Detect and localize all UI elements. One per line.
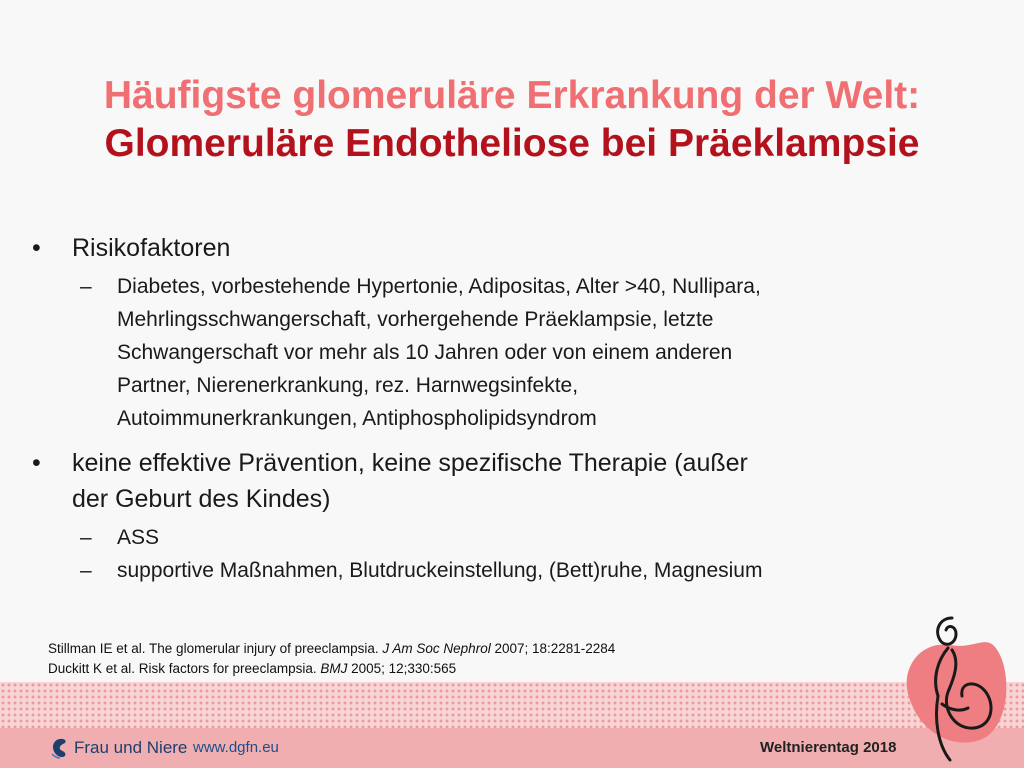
- risk-line-3: Schwangerschaft vor mehr als 10 Jahren oder von einem anderen: [117, 341, 733, 364]
- title-line-2: Glomeruläre Endotheliose bei Präeklampsie: [104, 122, 920, 165]
- title-line-1: Häufigste glomeruläre Erkrankung der Welt:: [103, 74, 921, 117]
- references: [48, 639, 615, 679]
- bullet-risk-factors: [32, 230, 952, 266]
- logo-text: Frau und Niere: [74, 738, 188, 757]
- bullet-label: Risikofaktoren: [72, 234, 231, 262]
- sub-bullet-text: ASS: [117, 526, 160, 549]
- pregnant-woman-illustration: [890, 600, 1024, 768]
- risk-line-4: Partner, Nierenerkrankung, rez. Harnwegsinfekte,: [117, 374, 579, 397]
- slide-content: [32, 230, 952, 587]
- sub-bullet-supportive: [32, 554, 952, 587]
- event-label: Weltnierentag 2018: [760, 739, 897, 756]
- dash-marker: –: [80, 526, 92, 549]
- footer-logo[interactable]: [48, 737, 187, 759]
- reference-1: Stillman IE et al. The glomerular injury of preeclampsia. J Am Soc Nephrol 2007; 18:2281-2284: [48, 641, 616, 656]
- website-link[interactable]: www.dgfn.eu: [193, 739, 279, 756]
- risk-line-2: Mehrlingsschwangerschaft, vorhergehende Präeklampsie, letzte: [117, 308, 714, 331]
- sub-bullet-risk-list: [32, 270, 952, 435]
- dash-marker: –: [80, 275, 92, 298]
- prevention-line-2: der Geburt des Kindes): [72, 485, 331, 513]
- dotted-band: [0, 682, 1024, 728]
- bullet-prevention: [32, 445, 952, 517]
- prevention-line-1: • keine effektive Prävention, keine spezifische Therapie (außer: [72, 449, 748, 477]
- dash-marker: –: [80, 559, 92, 582]
- sub-bullet-text: supportive Maßnahmen, Blutdruckeinstellung, (Bett)ruhe, Magnesium: [117, 559, 763, 582]
- risk-line-5: Autoimmunerkrankungen, Antiphospholipidsyndrom: [117, 407, 597, 430]
- slide-title: [0, 72, 1024, 168]
- risk-line-1: Diabetes, vorbestehende Hypertonie, Adipositas, Alter >40, Nullipara,: [117, 275, 761, 298]
- kidney-logo-icon: [48, 737, 70, 759]
- reference-2: Duckitt K et al. Risk factors for preeclampsia. BMJ 2005; 12;330:565: [48, 661, 457, 676]
- sub-bullet-ass: [32, 521, 952, 554]
